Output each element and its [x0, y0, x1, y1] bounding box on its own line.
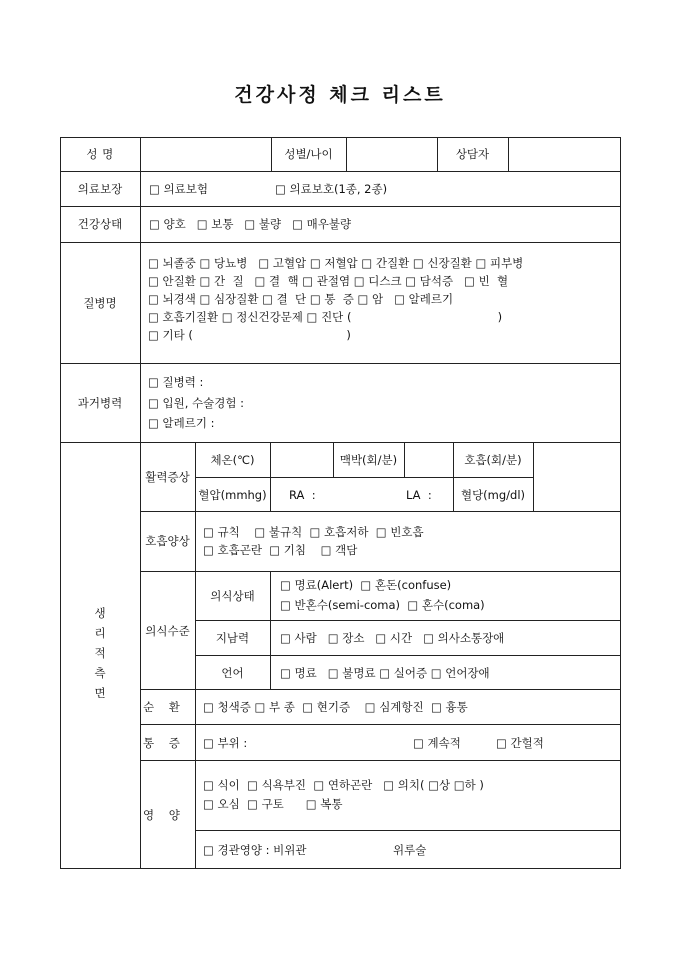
history-surgery[interactable]: □ 입원, 수술경험 :	[148, 396, 245, 410]
past-history-label: 과거병력	[77, 396, 123, 410]
blood-pressure-label: 혈압(mmhg)	[198, 488, 267, 502]
pain-continuous[interactable]: □ 계속적	[413, 736, 461, 750]
consciousness-state-line-1[interactable]: □ 명료(Alert) □ 혼돈(confuse)	[280, 578, 452, 592]
physical-label-char-1: 생	[94, 606, 106, 620]
breathing-pattern-label: 호흡양상	[145, 534, 190, 548]
name-label: 성 명	[86, 147, 114, 161]
counselor-field[interactable]	[509, 138, 619, 171]
history-allergy[interactable]: □ 알레르기 :	[148, 416, 215, 430]
insurance-label: 의료보장	[77, 182, 123, 196]
breathing-line-2[interactable]: □ 호흡곤란 □ 기침 □ 객담	[203, 543, 358, 557]
language-label: 언어	[221, 666, 244, 680]
orientation-label: 지남력	[215, 631, 250, 645]
pulse-field[interactable]	[405, 443, 453, 477]
consciousness-state-line-2[interactable]: □ 반혼수(semi-coma) □ 혼수(coma)	[280, 598, 485, 612]
gastrostomy-label[interactable]: 위루술	[393, 843, 427, 857]
pulse-label: 맥박(회/분)	[339, 453, 398, 467]
physical-label-char-4: 측	[94, 666, 106, 680]
orientation-options[interactable]: □ 사람 □ 장소 □ 시간 □ 의사소통장애	[280, 631, 505, 645]
circulation-label: 순 환	[143, 700, 180, 714]
disease-line-4[interactable]: □ 호흡기질환 □ 정신건강문제 □ 진단 ( )	[148, 310, 503, 324]
physical-label-char-5: 면	[94, 686, 106, 700]
consciousness-level-label: 의식수준	[145, 624, 190, 638]
health-status-label: 건강상태	[77, 217, 123, 231]
document-title: 건강사정 체크 리스트	[234, 84, 446, 106]
disease-line-1[interactable]: □ 뇌졸중 □ 당뇨병 □ 고혈압 □ 저혈압 □ 간질환 □ 신장질환 □ 피부병	[148, 256, 524, 270]
nutrition-label: 영 양	[143, 808, 180, 822]
disease-line-2[interactable]: □ 안질환 □ 간 질 □ 결 핵 □ 관절염 □ 디스크 □ 담석증 □ 빈 혈	[148, 274, 509, 288]
gender-age-label: 성별/나이	[284, 147, 333, 161]
bp-ra-label[interactable]: RA :	[289, 488, 316, 502]
blood-sugar-label: 혈당(mg/dl)	[460, 488, 526, 502]
disease-label: 질병명	[83, 296, 117, 310]
counselor-label: 상담자	[455, 147, 490, 161]
vital-signs-label: 활력증상	[145, 470, 190, 484]
physical-label-char-2: 리	[94, 626, 106, 640]
tube-feeding-option[interactable]: □ 경관영양 : 비위관	[203, 843, 307, 857]
nutrition-line-2[interactable]: □ 오심 □ 구토 □ 복통	[203, 797, 343, 811]
consciousness-state-label: 의식상태	[210, 589, 255, 603]
pain-intermittent[interactable]: □ 간헐적	[496, 736, 544, 750]
circulation-options[interactable]: □ 청색증 □ 부 종 □ 현기증 □ 심계항진 □ 흉통	[203, 700, 468, 714]
temperature-field[interactable]	[271, 443, 333, 477]
breathing-line-1[interactable]: □ 규칙 □ 불규칙 □ 호흡저하 □ 빈호흡	[203, 525, 424, 539]
nutrition-line-1[interactable]: □ 식이 □ 식욕부진 □ 연하곤란 □ 의치( □상 □하 )	[203, 778, 484, 792]
insurance-option-health[interactable]: □ 의료보험	[149, 182, 208, 196]
disease-line-5[interactable]: □ 기타 ( )	[148, 328, 351, 342]
temperature-label: 체온(℃)	[210, 453, 255, 467]
language-options[interactable]: □ 명료 □ 불명료 □ 실어증 □ 언어장애	[280, 666, 490, 680]
insurance-option-aid[interactable]: □ 의료보호(1종, 2종)	[275, 182, 388, 196]
pain-label: 통 증	[143, 736, 180, 750]
gender-age-field[interactable]	[347, 138, 437, 171]
respiration-label: 호흡(회/분)	[464, 453, 522, 467]
bp-la-label[interactable]: LA :	[406, 488, 432, 502]
pain-site[interactable]: □ 부위 :	[203, 736, 248, 750]
physical-label-char-3: 적	[94, 646, 106, 660]
respiration-field[interactable]	[534, 443, 619, 477]
health-status-options[interactable]: □ 양호 □ 보통 □ 불량 □ 매우불량	[149, 217, 352, 231]
blood-sugar-field[interactable]	[534, 478, 619, 511]
disease-line-3[interactable]: □ 뇌경색 □ 심장질환 □ 결 단 □ 통 증 □ 암 □ 알레르기	[148, 292, 454, 306]
name-field[interactable]	[141, 138, 271, 171]
history-disease[interactable]: □ 질병력 :	[148, 375, 204, 389]
